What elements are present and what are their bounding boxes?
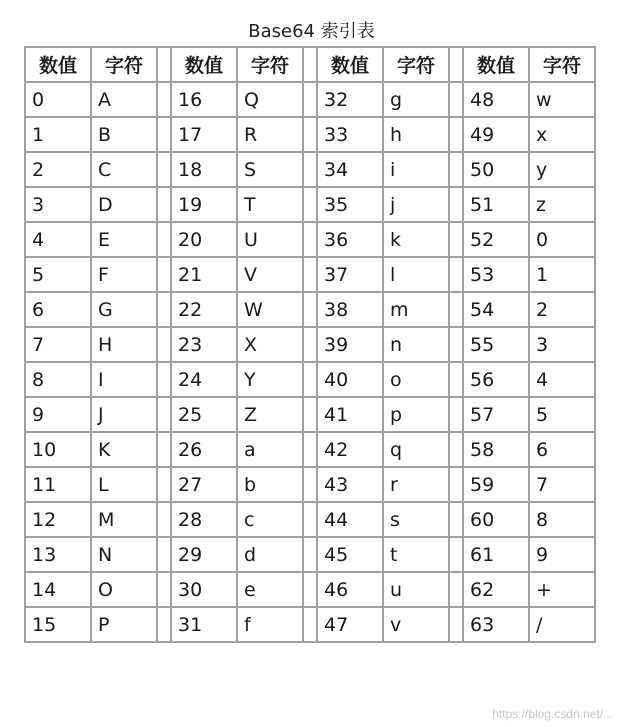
value-cell: 27: [171, 467, 237, 502]
column-spacer: [303, 152, 317, 187]
value-cell: 58: [463, 432, 529, 467]
value-cell: 60: [463, 502, 529, 537]
value-cell: 51: [463, 187, 529, 222]
value-cell: 14: [25, 572, 91, 607]
header-value: 数值: [25, 47, 91, 82]
column-spacer: [449, 222, 463, 257]
value-cell: 35: [317, 187, 383, 222]
column-spacer: [157, 502, 171, 537]
char-cell: +: [529, 572, 595, 607]
char-cell: 3: [529, 327, 595, 362]
char-cell: /: [529, 607, 595, 642]
table-body: [25, 82, 595, 642]
value-cell: 1: [25, 117, 91, 152]
char-cell: w: [529, 82, 595, 117]
value-cell: 54: [463, 292, 529, 327]
column-spacer: [449, 537, 463, 572]
table-row: [25, 117, 595, 152]
char-cell: B: [91, 117, 157, 152]
column-spacer: [303, 572, 317, 607]
watermark: https://blog.csdn.net/...: [492, 707, 613, 721]
char-cell: f: [237, 607, 303, 642]
column-spacer: [303, 432, 317, 467]
char-cell: C: [91, 152, 157, 187]
column-spacer: [303, 117, 317, 152]
char-cell: D: [91, 187, 157, 222]
char-cell: y: [529, 152, 595, 187]
column-spacer: [449, 257, 463, 292]
char-cell: S: [237, 152, 303, 187]
value-cell: 21: [171, 257, 237, 292]
column-spacer: [303, 397, 317, 432]
value-cell: 45: [317, 537, 383, 572]
value-cell: 31: [171, 607, 237, 642]
char-cell: Y: [237, 362, 303, 397]
char-cell: a: [237, 432, 303, 467]
column-spacer: [449, 572, 463, 607]
char-cell: 2: [529, 292, 595, 327]
column-spacer: [157, 362, 171, 397]
char-cell: l: [383, 257, 449, 292]
value-cell: 12: [25, 502, 91, 537]
column-spacer: [157, 82, 171, 117]
value-cell: 49: [463, 117, 529, 152]
value-cell: 13: [25, 537, 91, 572]
base64-index-table: [24, 46, 596, 643]
char-cell: O: [91, 572, 157, 607]
column-spacer: [157, 327, 171, 362]
char-cell: r: [383, 467, 449, 502]
char-cell: A: [91, 82, 157, 117]
table-row: [25, 467, 595, 502]
column-spacer: [449, 502, 463, 537]
char-cell: z: [529, 187, 595, 222]
char-cell: I: [91, 362, 157, 397]
table-caption: Base64 索引表: [248, 21, 375, 42]
column-spacer: [449, 47, 463, 82]
column-spacer: [157, 607, 171, 642]
value-cell: 11: [25, 467, 91, 502]
value-cell: 17: [171, 117, 237, 152]
char-cell: N: [91, 537, 157, 572]
char-cell: P: [91, 607, 157, 642]
value-cell: 37: [317, 257, 383, 292]
value-cell: 40: [317, 362, 383, 397]
value-cell: 57: [463, 397, 529, 432]
table-row: [25, 362, 595, 397]
char-cell: u: [383, 572, 449, 607]
column-spacer: [157, 467, 171, 502]
column-spacer: [303, 222, 317, 257]
char-cell: R: [237, 117, 303, 152]
value-cell: 61: [463, 537, 529, 572]
column-spacer: [157, 47, 171, 82]
value-cell: 41: [317, 397, 383, 432]
char-cell: m: [383, 292, 449, 327]
char-cell: L: [91, 467, 157, 502]
column-spacer: [303, 537, 317, 572]
char-cell: 5: [529, 397, 595, 432]
value-cell: 34: [317, 152, 383, 187]
char-cell: n: [383, 327, 449, 362]
header-char: 字符: [529, 47, 595, 82]
char-cell: d: [237, 537, 303, 572]
table-row: [25, 222, 595, 257]
char-cell: 1: [529, 257, 595, 292]
header-value: 数值: [317, 47, 383, 82]
header-value: 数值: [171, 47, 237, 82]
value-cell: 52: [463, 222, 529, 257]
value-cell: 5: [25, 257, 91, 292]
char-cell: E: [91, 222, 157, 257]
column-spacer: [303, 362, 317, 397]
char-cell: 0: [529, 222, 595, 257]
value-cell: 4: [25, 222, 91, 257]
char-cell: U: [237, 222, 303, 257]
char-cell: g: [383, 82, 449, 117]
char-cell: b: [237, 467, 303, 502]
char-cell: 7: [529, 467, 595, 502]
column-spacer: [449, 187, 463, 222]
value-cell: 39: [317, 327, 383, 362]
table-row: [25, 187, 595, 222]
table-row: [25, 432, 595, 467]
value-cell: 30: [171, 572, 237, 607]
char-cell: v: [383, 607, 449, 642]
value-cell: 28: [171, 502, 237, 537]
char-cell: X: [237, 327, 303, 362]
column-spacer: [449, 117, 463, 152]
column-spacer: [157, 397, 171, 432]
header-char: 字符: [237, 47, 303, 82]
char-cell: 8: [529, 502, 595, 537]
column-spacer: [449, 152, 463, 187]
value-cell: 63: [463, 607, 529, 642]
value-cell: 25: [171, 397, 237, 432]
column-spacer: [157, 222, 171, 257]
value-cell: 19: [171, 187, 237, 222]
value-cell: 42: [317, 432, 383, 467]
column-spacer: [157, 537, 171, 572]
header-char: 字符: [383, 47, 449, 82]
char-cell: F: [91, 257, 157, 292]
char-cell: i: [383, 152, 449, 187]
column-spacer: [303, 502, 317, 537]
value-cell: 33: [317, 117, 383, 152]
column-spacer: [157, 572, 171, 607]
char-cell: 9: [529, 537, 595, 572]
column-spacer: [157, 117, 171, 152]
column-spacer: [449, 292, 463, 327]
column-spacer: [303, 327, 317, 362]
char-cell: k: [383, 222, 449, 257]
column-spacer: [157, 187, 171, 222]
column-spacer: [449, 82, 463, 117]
char-cell: Q: [237, 82, 303, 117]
value-cell: 26: [171, 432, 237, 467]
value-cell: 9: [25, 397, 91, 432]
column-spacer: [449, 362, 463, 397]
char-cell: e: [237, 572, 303, 607]
char-cell: o: [383, 362, 449, 397]
column-spacer: [449, 607, 463, 642]
header-char: 字符: [91, 47, 157, 82]
column-spacer: [157, 432, 171, 467]
column-spacer: [303, 607, 317, 642]
value-cell: 32: [317, 82, 383, 117]
char-cell: G: [91, 292, 157, 327]
table-row: [25, 502, 595, 537]
value-cell: 18: [171, 152, 237, 187]
char-cell: q: [383, 432, 449, 467]
char-cell: M: [91, 502, 157, 537]
table-row: [25, 152, 595, 187]
char-cell: s: [383, 502, 449, 537]
value-cell: 10: [25, 432, 91, 467]
char-cell: 4: [529, 362, 595, 397]
column-spacer: [303, 82, 317, 117]
column-spacer: [303, 257, 317, 292]
value-cell: 59: [463, 467, 529, 502]
column-spacer: [303, 47, 317, 82]
value-cell: 22: [171, 292, 237, 327]
value-cell: 24: [171, 362, 237, 397]
table-row: [25, 537, 595, 572]
value-cell: 44: [317, 502, 383, 537]
value-cell: 16: [171, 82, 237, 117]
value-cell: 8: [25, 362, 91, 397]
column-spacer: [449, 432, 463, 467]
char-cell: c: [237, 502, 303, 537]
table-row: [25, 572, 595, 607]
char-cell: h: [383, 117, 449, 152]
value-cell: 0: [25, 82, 91, 117]
value-cell: 29: [171, 537, 237, 572]
value-cell: 36: [317, 222, 383, 257]
value-cell: 38: [317, 292, 383, 327]
value-cell: 47: [317, 607, 383, 642]
column-spacer: [449, 397, 463, 432]
table-row: [25, 257, 595, 292]
value-cell: 20: [171, 222, 237, 257]
value-cell: 15: [25, 607, 91, 642]
value-cell: 46: [317, 572, 383, 607]
value-cell: 53: [463, 257, 529, 292]
char-cell: 6: [529, 432, 595, 467]
table-row: [25, 82, 595, 117]
char-cell: Z: [237, 397, 303, 432]
table-row: [25, 292, 595, 327]
char-cell: p: [383, 397, 449, 432]
char-cell: x: [529, 117, 595, 152]
value-cell: 3: [25, 187, 91, 222]
char-cell: t: [383, 537, 449, 572]
column-spacer: [157, 257, 171, 292]
value-cell: 2: [25, 152, 91, 187]
value-cell: 6: [25, 292, 91, 327]
char-cell: T: [237, 187, 303, 222]
value-cell: 62: [463, 572, 529, 607]
header-value: 数值: [463, 47, 529, 82]
char-cell: H: [91, 327, 157, 362]
column-spacer: [449, 327, 463, 362]
table-row: [25, 397, 595, 432]
value-cell: 55: [463, 327, 529, 362]
column-spacer: [157, 292, 171, 327]
column-spacer: [303, 467, 317, 502]
value-cell: 7: [25, 327, 91, 362]
table-row: [25, 607, 595, 642]
column-spacer: [449, 467, 463, 502]
char-cell: V: [237, 257, 303, 292]
char-cell: j: [383, 187, 449, 222]
char-cell: J: [91, 397, 157, 432]
table-row: [25, 327, 595, 362]
column-spacer: [303, 292, 317, 327]
header-row: [25, 47, 595, 82]
value-cell: 43: [317, 467, 383, 502]
value-cell: 23: [171, 327, 237, 362]
char-cell: K: [91, 432, 157, 467]
column-spacer: [157, 152, 171, 187]
char-cell: W: [237, 292, 303, 327]
value-cell: 48: [463, 82, 529, 117]
value-cell: 56: [463, 362, 529, 397]
value-cell: 50: [463, 152, 529, 187]
column-spacer: [303, 187, 317, 222]
